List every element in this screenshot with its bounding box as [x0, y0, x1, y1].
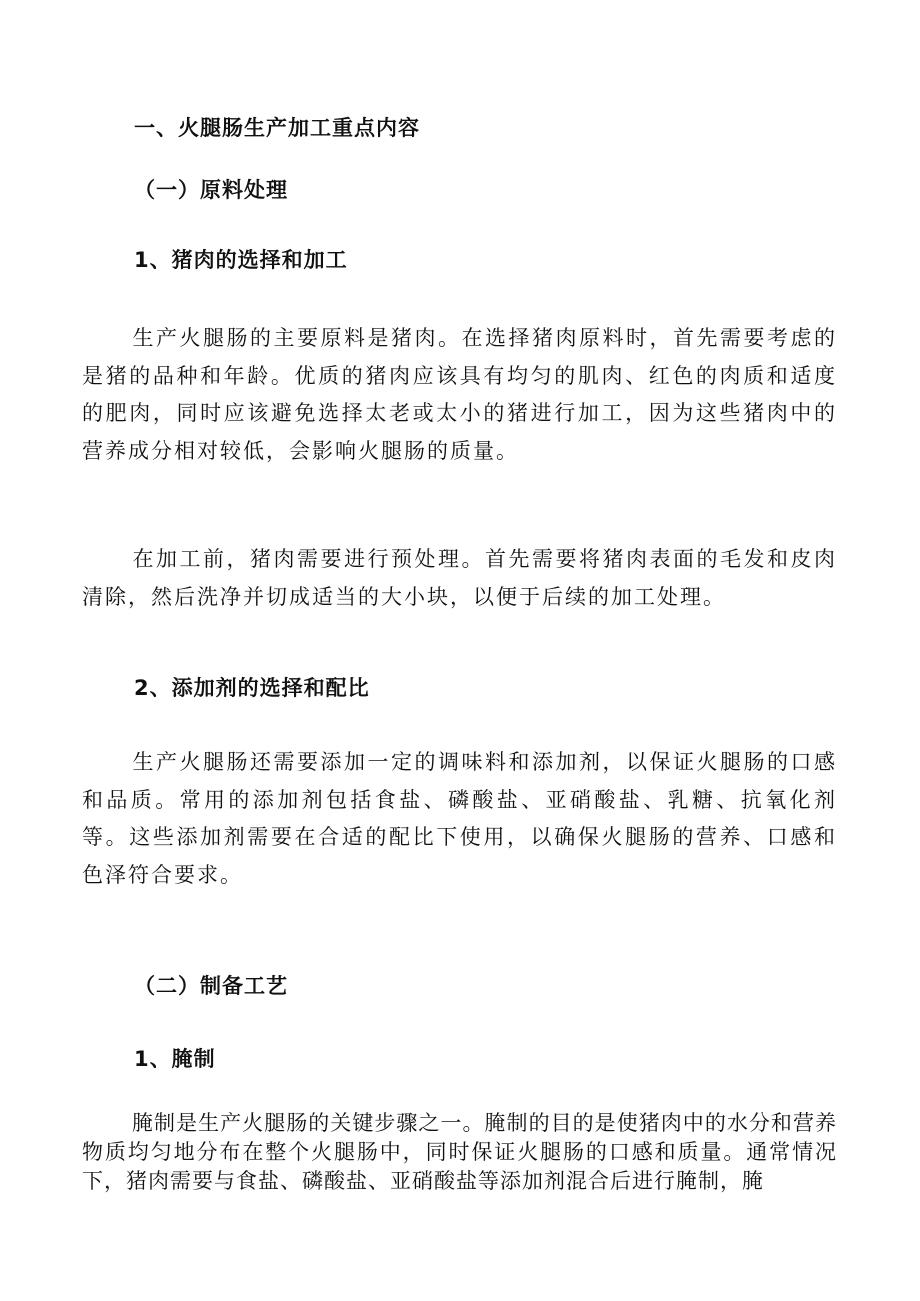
item-heading-additives: 2、添加剂的选择和配比 — [134, 676, 370, 700]
paragraph-curing — [82, 1109, 837, 1196]
paragraph-additives — [82, 744, 837, 894]
paragraph-pork-selection — [82, 320, 837, 470]
paragraph-text: 腌制是生产火腿肠的关键步骤之一。腌制的目的是使猪肉中的水分和营养物质均匀地分布在整个火腿肠中，同时保证火腿肠的口感和质量。通常情况下，猪肉需要与食盐、磷酸盐、亚硝酸盐等添加剂混合后进行腌制，腌 — [82, 1111, 837, 1193]
subsection-heading-preparation: （二）制备工艺 — [134, 974, 288, 998]
section-heading: 一、火腿肠生产加工重点内容 — [134, 116, 420, 140]
paragraph-pork-pretreatment — [82, 541, 837, 616]
item-heading-curing: 1、腌制 — [134, 1047, 216, 1071]
paragraph-text: 生产火腿肠的主要原料是猪肉。在选择猪肉原料时，首先需要考虑的是猪的品种和年龄。优质的猪肉应该具有均匀的肌肉、红色的肉质和适度的肥肉，同时应该避免选择太老或太小的猪进行加工，因为这些猪肉中的营养成分相对较低，会影响火腿肠的质量。 — [82, 326, 837, 463]
paragraph-text: 在加工前，猪肉需要进行预处理。首先需要将猪肉表面的毛发和皮肉清除，然后洗净并切成适当的大小块，以便于后续的加工处理。 — [82, 547, 837, 609]
subsection-heading-raw-materials: （一）原料处理 — [134, 178, 288, 202]
paragraph-text: 生产火腿肠还需要添加一定的调味料和添加剂，以保证火腿肠的口感和品质。常用的添加剂包括食盐、磷酸盐、亚硝酸盐、乳糖、抗氧化剂等。这些添加剂需要在合适的配比下使用，以确保火腿肠的营养、口感和色泽符合要求。 — [82, 750, 837, 887]
item-heading-pork-selection: 1、猪肉的选择和加工 — [134, 248, 348, 272]
